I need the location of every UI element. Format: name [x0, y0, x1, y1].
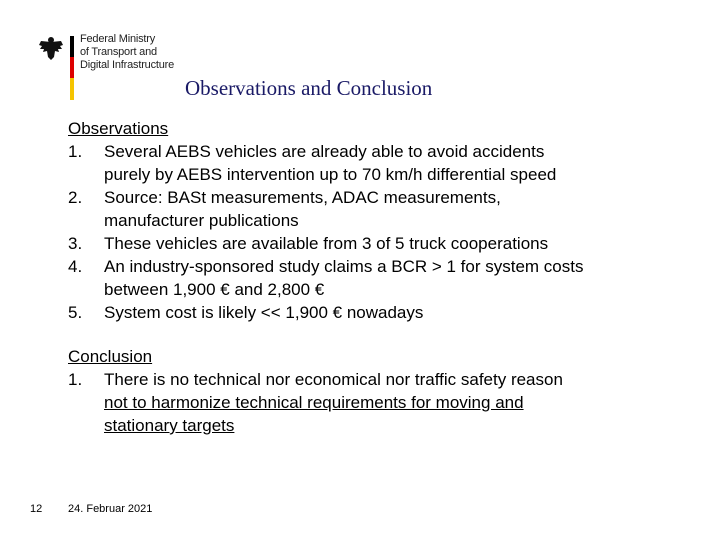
- item-number: 1.: [68, 370, 83, 389]
- item-text: Several AEBS vehicles are already able to avoid accidents: [104, 142, 545, 161]
- flag-bar: [70, 36, 74, 100]
- conclusion-heading: Conclusion: [68, 347, 153, 366]
- ministry-logo-text: [80, 33, 174, 72]
- logo-line: Federal Ministry: [80, 33, 156, 45]
- observations-heading: Observations: [68, 119, 169, 138]
- logo-line: of Transport and: [80, 46, 157, 58]
- item-text: between 1,900 € and 2,800 €: [104, 280, 325, 299]
- item-text: Source: BASt measurements, ADAC measurements,: [104, 188, 501, 207]
- footer-date: 24. Februar 2021: [68, 503, 153, 515]
- item-number: 5.: [68, 303, 83, 322]
- item-text: There is no technical nor economical nor traffic safety reason: [104, 370, 563, 389]
- item-number: 3.: [68, 234, 83, 253]
- item-text: These vehicles are available from 3 of 5 truck cooperations: [104, 234, 549, 253]
- item-number: 2.: [68, 188, 83, 207]
- item-number: 4.: [68, 257, 83, 276]
- item-text: not to harmonize technical requirements for moving and: [104, 393, 524, 412]
- page-number: 12: [30, 503, 43, 515]
- item-text: An industry-sponsored study claims a BCR > 1 for system costs: [104, 257, 584, 276]
- logo-line: Digital Infrastructure: [80, 59, 175, 71]
- item-text: manufacturer publications: [104, 211, 299, 230]
- item-text: stationary targets: [104, 416, 235, 435]
- slide-title: Observations and Conclusion: [185, 76, 433, 100]
- item-text: System cost is likely << 1,900 € nowadays: [104, 303, 424, 322]
- item-number: 1.: [68, 142, 83, 161]
- federal-eagle-icon: [38, 35, 64, 61]
- item-text: purely by AEBS intervention up to 70 km/h differential speed: [104, 165, 557, 184]
